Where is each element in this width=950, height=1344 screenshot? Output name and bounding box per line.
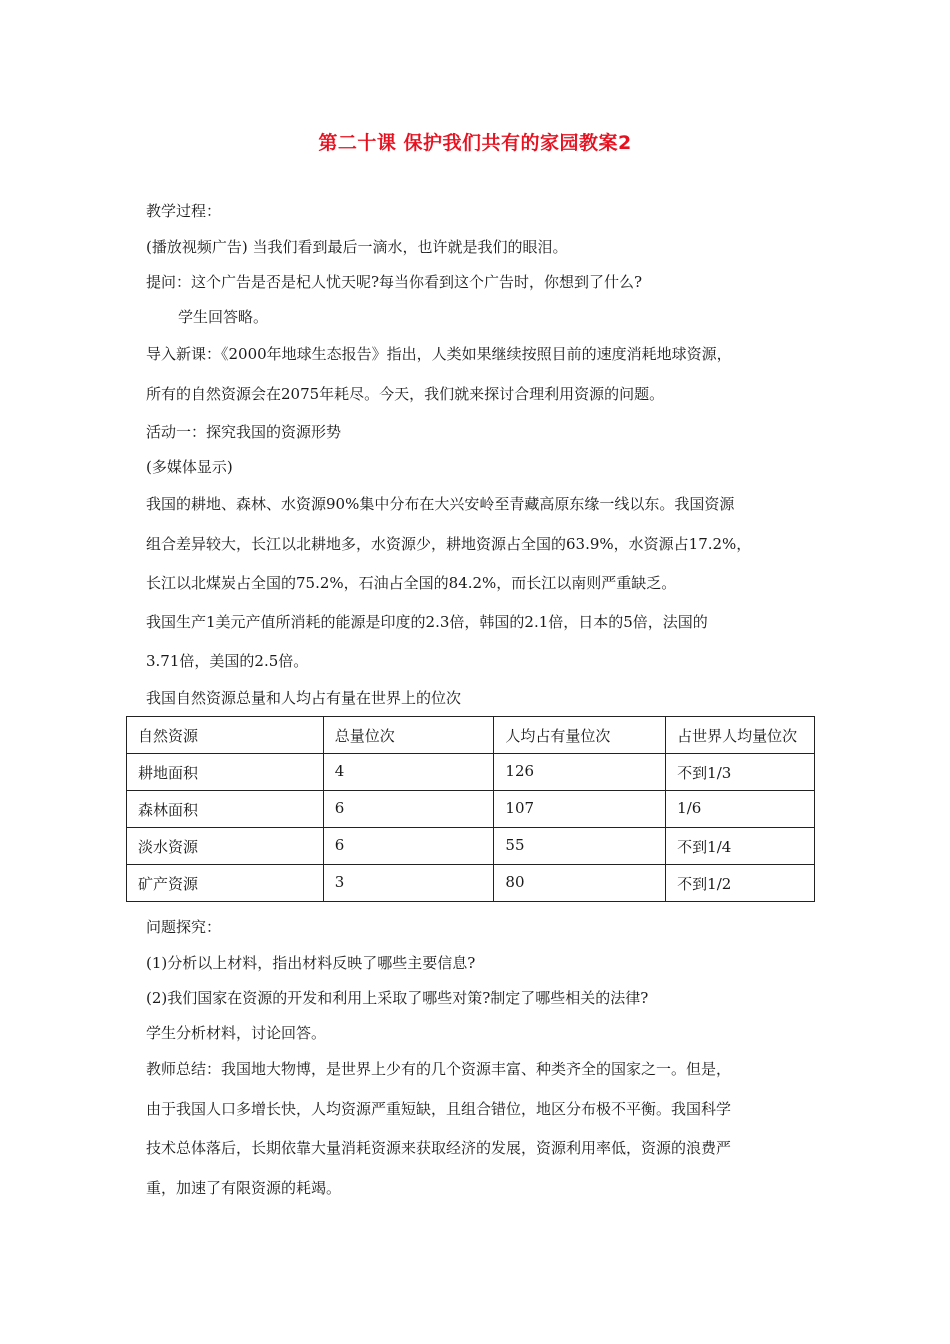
- table-cell: 3: [323, 865, 494, 902]
- table-cell: 1/6: [666, 791, 815, 828]
- table-header-cell: 总量位次: [323, 717, 494, 754]
- table-header-cell: 自然资源: [127, 717, 324, 754]
- table-cell: 耕地面积: [127, 754, 324, 791]
- table-row: [127, 828, 815, 865]
- paragraph-line: 所有的自然资源会在2075年耗尽。今天，我们就来探讨合理利用资源的问题。: [146, 385, 665, 403]
- table-caption: 我国自然资源总量和人均占有量在世界上的位次: [146, 689, 462, 707]
- table-cell: 不到1/3: [666, 754, 815, 791]
- paragraph-line: 活动一：探究我国的资源形势: [146, 423, 342, 441]
- table-header-row: [127, 717, 815, 754]
- paragraph-line: 技术总体落后，长期依靠大量消耗资源来获取经济的发展，资源利用率低，资源的浪费严: [146, 1139, 732, 1157]
- table-header-cell: 人均占有量位次: [494, 717, 666, 754]
- table-cell: 126: [494, 754, 666, 791]
- paragraph-line: 我国的耕地、森林、水资源90%集中分布在大兴安岭至青藏高原东缘一线以东。我国资源: [146, 495, 735, 513]
- paragraph-line: 学生分析材料，讨论回答。: [146, 1024, 327, 1042]
- table-row: [127, 865, 815, 902]
- paragraph-line: 重，加速了有限资源的耗竭。: [146, 1179, 342, 1197]
- paragraph-line: 教学过程：: [146, 202, 222, 220]
- paragraph-line: 3.71倍，美国的2.5倍。: [146, 652, 309, 670]
- paragraph-line: 提问：这个广告是否是杞人忧天呢?每当你看到这个广告时，你想到了什么?: [146, 273, 643, 291]
- paragraph-line: (2)我们国家在资源的开发和利用上采取了哪些对策?制定了哪些相关的法律?: [146, 989, 649, 1007]
- table-cell: 6: [323, 828, 494, 865]
- paragraph-line: 我国生产1美元产值所消耗的能源是印度的2.3倍，韩国的2.1倍，日本的5倍，法国的: [146, 613, 708, 631]
- table-cell: 4: [323, 754, 494, 791]
- page-title: 第二十课 保护我们共有的家园教案2: [318, 132, 632, 154]
- table-cell: 矿产资源: [127, 865, 324, 902]
- table-header-cell: 占世界人均量位次: [666, 717, 815, 754]
- resource-rank-table: [126, 716, 815, 902]
- paragraph-line: 学生回答略。: [178, 308, 269, 326]
- paragraph-line: (播放视频广告) 当我们看到最后一滴水，也许就是我们的眼泪。: [146, 238, 568, 256]
- table-cell: 淡水资源: [127, 828, 324, 865]
- paragraph-line: 导入新课：《2000年地球生态报告》指出，人类如果继续按照目前的速度消耗地球资源，: [146, 345, 732, 363]
- paragraph-line: 教师总结：我国地大物博，是世界上少有的几个资源丰富、种类齐全的国家之一。但是，: [146, 1060, 732, 1078]
- table-row: [127, 791, 815, 828]
- paragraph-line: 长江以北煤炭占全国的75.2%，石油占全国的84.2%，而长江以南则严重缺乏。: [146, 574, 677, 592]
- table-cell: 55: [494, 828, 666, 865]
- table-cell: 不到1/4: [666, 828, 815, 865]
- table-row: [127, 754, 815, 791]
- table-cell: 6: [323, 791, 494, 828]
- paragraph-line: 问题探究：: [146, 918, 222, 936]
- table-cell: 森林面积: [127, 791, 324, 828]
- table-cell: 不到1/2: [666, 865, 815, 902]
- table-cell: 107: [494, 791, 666, 828]
- paragraph-line: 组合差异较大，长江以北耕地多，水资源少，耕地资源占全国的63.9%，水资源占17.2%，: [146, 535, 752, 553]
- paragraph-line: (1)分析以上材料，指出材料反映了哪些主要信息?: [146, 954, 476, 972]
- table-cell: 80: [494, 865, 666, 902]
- paragraph-line: 由于我国人口多增长快，人均资源严重短缺，且组合错位，地区分布极不平衡。我国科学: [146, 1100, 732, 1118]
- paragraph-line: (多媒体显示): [146, 458, 233, 476]
